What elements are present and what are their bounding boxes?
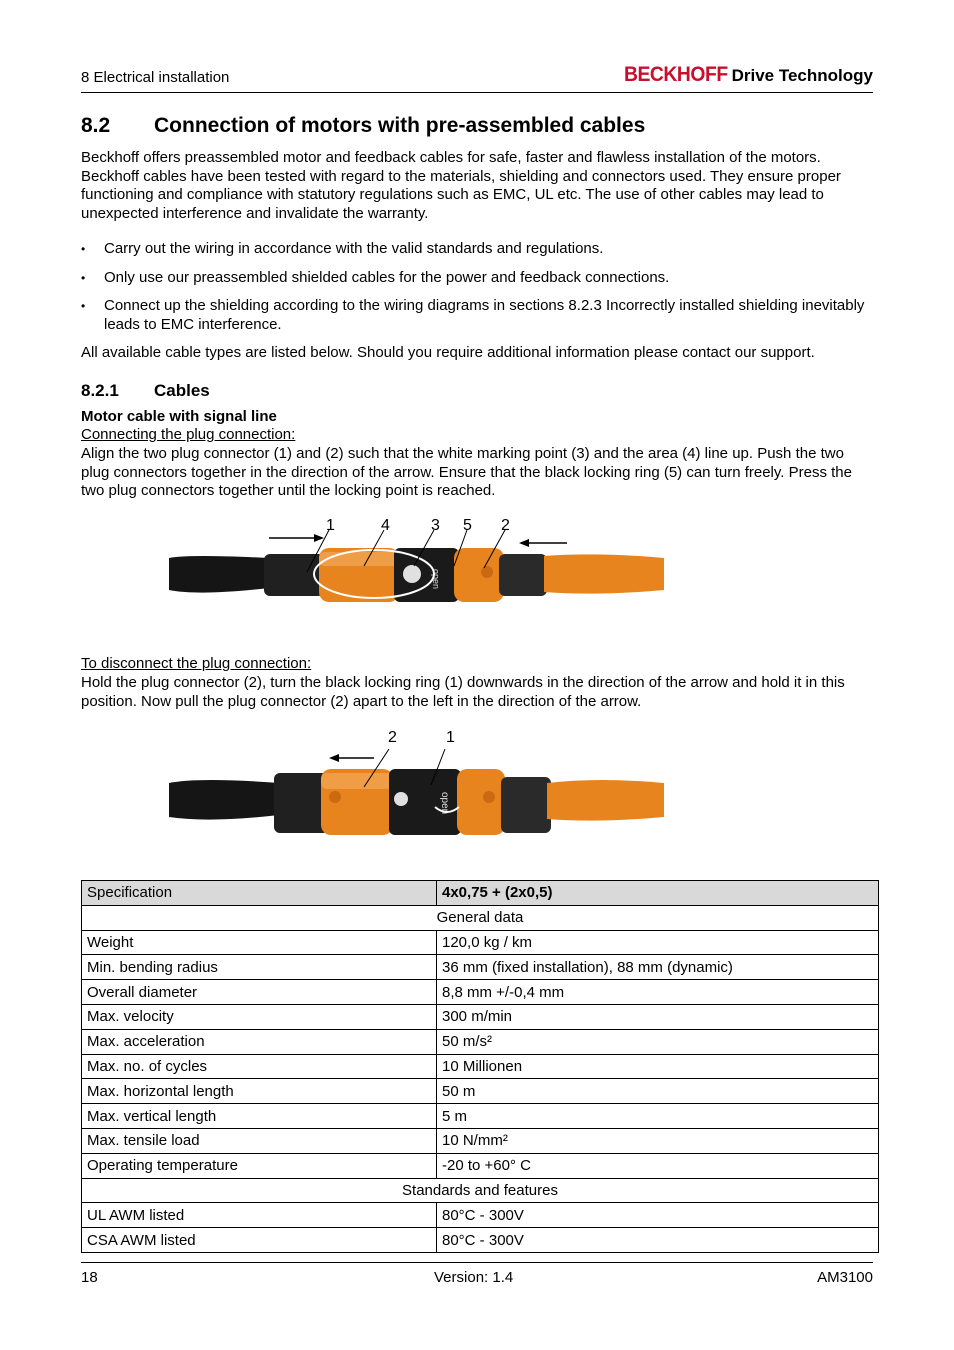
table-group-title: General data (82, 905, 879, 930)
section-number: 8.2 (81, 114, 111, 137)
brand (615, 63, 873, 87)
callout-2b: 2 (388, 729, 397, 746)
table-cell: -20 to +60° C (437, 1153, 879, 1178)
intro-paragraph: Beckhoff offers preassembled motor and feedback cables for safe, faster and flawless installation of the motors. Beckhoff cables have been tested with regard to the materials, shielding and connectors used. They ensure proper functioning and compliance with statutory regulations such as EMC, UL etc. The use of other cables may lead to unexpected interference and invalidate the warranty. (81, 149, 841, 222)
table-cell: Max. vertical length (82, 1104, 437, 1129)
subsection-number: 8.2.1 (81, 381, 119, 400)
table-row (82, 930, 879, 955)
table-row (82, 1079, 879, 1104)
disconnect-text: Hold the plug connector (2), turn the black locking ring (1) downwards in the direction of the arrow and hold it in this position. Now pull the plug connector (2) apart to the left in the direction of the arrow. (81, 674, 845, 710)
subsection-title: Cables (154, 381, 210, 400)
table-row (82, 1054, 879, 1079)
disconnect-heading: To disconnect the plug connection: (81, 655, 312, 672)
footer-product: AM3100 (817, 1269, 873, 1286)
table-row (82, 1004, 879, 1029)
table-row (82, 1153, 879, 1178)
table-cell: 80°C - 300V (437, 1203, 879, 1228)
table-cell: Max. velocity (82, 1004, 437, 1029)
callout-5: 5 (463, 517, 472, 534)
table-cell: Max. horizontal length (82, 1079, 437, 1104)
table-row (82, 955, 879, 980)
table-cell: 8,8 mm +/-0,4 mm (437, 980, 879, 1005)
callout-4: 4 (381, 517, 390, 534)
callout-1b: 1 (446, 729, 455, 746)
table-cell: CSA AWM listed (82, 1228, 437, 1253)
connect-heading: Connecting the plug connection: (81, 426, 296, 443)
motor-cable-heading: Motor cable with signal line (81, 408, 277, 425)
ring-open-label-2: open (439, 792, 450, 815)
table-group-title: Standards and features (82, 1178, 879, 1203)
callout-2: 2 (501, 517, 510, 534)
table-cell: UL AWM listed (82, 1203, 437, 1228)
callout-3: 3 (431, 517, 440, 534)
cable-types-note: All available cable types are listed below. Should you require additional information please contact our support. (81, 344, 815, 361)
table-cell: Max. no. of cycles (82, 1054, 437, 1079)
page-header (81, 62, 873, 93)
table-cell: 10 N/mm² (437, 1128, 879, 1153)
table-cell: 5 m (437, 1104, 879, 1129)
disconnect-photo (169, 727, 664, 845)
footer-version: Version: 1.4 (434, 1269, 514, 1286)
table-cell: Weight (82, 930, 437, 955)
subsection-heading (81, 381, 210, 401)
callout-1: 1 (326, 517, 335, 534)
table-header-row (82, 881, 879, 906)
page-footer (81, 1262, 873, 1286)
table-cell: 300 m/min (437, 1004, 879, 1029)
table-cell: 50 m/s² (437, 1029, 879, 1054)
header-section: 8 Electrical installation (81, 69, 230, 86)
table-cell: 80°C - 300V (437, 1228, 879, 1253)
ring-open-label: open (431, 569, 441, 590)
table-group-row (82, 905, 879, 930)
table-row (82, 1228, 879, 1253)
connect-text: Align the two plug connector (1) and (2) such that the white marking point (3) and the area (4) line up. Push the two plug connectors together in the direction of the arrow. Ensure that the black locking ring (5) can turn freely. Press the two plug connectors together until the locking point is reached. (81, 445, 852, 499)
table-group-row (82, 1178, 879, 1203)
table-cell: 50 m (437, 1079, 879, 1104)
list-item: • Connect up the shielding according to the wiring diagrams in sections 8.2.3 Incorrectly installed shielding inevitably leads to EMC interference. (81, 297, 873, 334)
section-title: Connection of motors with pre-assembled cables (154, 114, 646, 137)
table-row (82, 1104, 879, 1129)
spec-table (81, 880, 879, 1253)
table-cell: 120,0 kg / km (437, 930, 879, 955)
connect-photo (169, 516, 664, 616)
page-number: 18 (81, 1269, 98, 1286)
table-cell: Operating temperature (82, 1153, 437, 1178)
table-cell: Max. tensile load (82, 1128, 437, 1153)
list-item: • Carry out the wiring in accordance with the valid standards and regulations. (81, 240, 873, 259)
list-item: • Only use our preassembled shielded cables for the power and feedback connections. (81, 269, 873, 288)
table-row (82, 1029, 879, 1054)
table-cell: Min. bending radius (82, 955, 437, 980)
table-row (82, 980, 879, 1005)
bullet-list (81, 240, 873, 344)
table-header-cell: 4x0,75 + (2x0,5) (437, 881, 879, 906)
table-header-cell: Specification (82, 881, 437, 906)
table-row (82, 1128, 879, 1153)
table-cell: Overall diameter (82, 980, 437, 1005)
brand-tagline: Drive Technology (731, 66, 873, 85)
table-cell: Max. acceleration (82, 1029, 437, 1054)
beckhoff-logo: BECKHOFF (623, 63, 728, 86)
table-cell: 10 Millionen (437, 1054, 879, 1079)
section-heading (81, 114, 645, 138)
table-row (82, 1203, 879, 1228)
table-cell: 36 mm (fixed installation), 88 mm (dynamic) (437, 955, 879, 980)
